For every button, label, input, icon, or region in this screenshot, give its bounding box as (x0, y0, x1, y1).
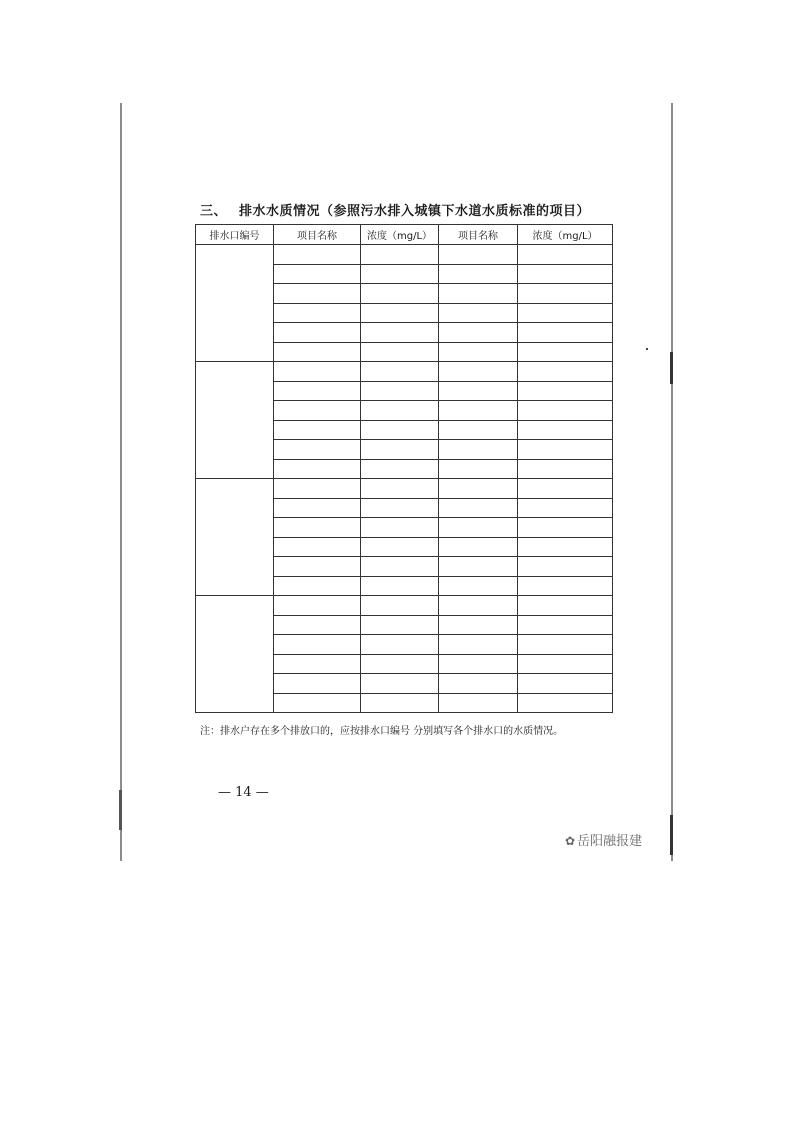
concentration-cell[interactable] (518, 596, 613, 616)
concentration-cell[interactable] (361, 459, 439, 479)
page-left-edge (120, 103, 122, 861)
concentration-cell[interactable] (518, 498, 613, 518)
item-name-cell[interactable] (274, 674, 361, 694)
item-name-cell[interactable] (439, 654, 518, 674)
concentration-cell[interactable] (361, 557, 439, 577)
item-name-cell[interactable] (439, 479, 518, 499)
concentration-cell[interactable] (361, 498, 439, 518)
footnote: 注：排水户存在多个排放口的，应按排水口编号 分别填写各个排水口的水质情况。 (200, 726, 564, 737)
item-name-cell[interactable] (274, 576, 361, 596)
item-name-cell[interactable] (439, 440, 518, 460)
concentration-cell[interactable] (518, 401, 613, 421)
table-row (196, 245, 613, 265)
item-name-cell[interactable] (439, 264, 518, 284)
item-name-cell[interactable] (439, 615, 518, 635)
concentration-cell[interactable] (361, 576, 439, 596)
concentration-cell[interactable] (361, 615, 439, 635)
concentration-cell[interactable] (518, 693, 613, 713)
header-concentration: 浓度（mg/L） (361, 225, 439, 245)
concentration-cell[interactable] (518, 518, 613, 538)
concentration-cell[interactable] (361, 323, 439, 343)
item-name-cell[interactable] (274, 381, 361, 401)
concentration-cell[interactable] (361, 264, 439, 284)
item-name-cell[interactable] (274, 615, 361, 635)
concentration-cell[interactable] (361, 381, 439, 401)
concentration-cell[interactable] (361, 693, 439, 713)
concentration-cell[interactable] (518, 381, 613, 401)
concentration-cell[interactable] (361, 518, 439, 538)
concentration-cell[interactable] (361, 479, 439, 499)
item-name-cell[interactable] (274, 596, 361, 616)
table-row (196, 596, 613, 616)
item-name-cell[interactable] (439, 459, 518, 479)
scan-mark (670, 815, 673, 855)
item-name-cell[interactable] (439, 362, 518, 382)
item-name-cell[interactable] (439, 401, 518, 421)
concentration-cell[interactable] (361, 635, 439, 655)
concentration-cell[interactable] (518, 674, 613, 694)
item-name-cell[interactable] (439, 693, 518, 713)
concentration-cell[interactable] (518, 323, 613, 343)
concentration-cell[interactable] (518, 245, 613, 265)
concentration-cell[interactable] (518, 537, 613, 557)
header-item-name: 项目名称 (274, 225, 361, 245)
concentration-cell[interactable] (361, 362, 439, 382)
concentration-cell[interactable] (361, 440, 439, 460)
concentration-cell[interactable] (518, 557, 613, 577)
concentration-cell[interactable] (518, 420, 613, 440)
item-name-cell[interactable] (274, 362, 361, 382)
item-name-cell[interactable] (274, 420, 361, 440)
item-name-cell[interactable] (274, 440, 361, 460)
item-name-cell[interactable] (274, 264, 361, 284)
item-name-cell[interactable] (274, 635, 361, 655)
table-header-row (196, 225, 613, 245)
outlet-number-cell[interactable] (196, 596, 274, 713)
concentration-cell[interactable] (518, 284, 613, 304)
concentration-cell[interactable] (518, 264, 613, 284)
item-name-cell[interactable] (274, 557, 361, 577)
item-name-cell[interactable] (274, 498, 361, 518)
section-number: 三、 (200, 204, 228, 219)
item-name-cell[interactable] (439, 420, 518, 440)
item-name-cell[interactable] (439, 498, 518, 518)
header-outlet-number: 排水口编号 (196, 225, 274, 245)
section-title (200, 200, 590, 219)
item-name-cell[interactable] (439, 537, 518, 557)
water-quality-table (195, 224, 613, 713)
item-name-cell[interactable] (274, 284, 361, 304)
scan-speck (646, 348, 648, 350)
item-name-cell[interactable] (439, 674, 518, 694)
page-number: — 14 — (218, 785, 269, 800)
concentration-cell[interactable] (361, 674, 439, 694)
outlet-number-cell[interactable] (196, 479, 274, 596)
concentration-cell[interactable] (518, 303, 613, 323)
concentration-cell[interactable] (518, 635, 613, 655)
item-name-cell[interactable] (439, 635, 518, 655)
concentration-cell[interactable] (361, 596, 439, 616)
item-name-cell[interactable] (274, 654, 361, 674)
item-name-cell[interactable] (274, 342, 361, 362)
item-name-cell[interactable] (274, 479, 361, 499)
item-name-cell[interactable] (439, 323, 518, 343)
concentration-cell[interactable] (361, 401, 439, 421)
item-name-cell[interactable] (274, 537, 361, 557)
outlet-number-cell[interactable] (196, 362, 274, 479)
concentration-cell[interactable] (518, 479, 613, 499)
item-name-cell[interactable] (439, 557, 518, 577)
concentration-cell[interactable] (518, 576, 613, 596)
item-name-cell[interactable] (439, 245, 518, 265)
scan-mark (670, 352, 673, 384)
concentration-cell[interactable] (361, 654, 439, 674)
outlet-number-cell[interactable] (196, 245, 274, 362)
concentration-cell[interactable] (518, 362, 613, 382)
item-name-cell[interactable] (274, 518, 361, 538)
concentration-cell[interactable] (361, 342, 439, 362)
concentration-cell[interactable] (518, 615, 613, 635)
item-name-cell[interactable] (274, 459, 361, 479)
concentration-cell[interactable] (518, 342, 613, 362)
scan-mark (119, 790, 122, 830)
item-name-cell[interactable] (439, 596, 518, 616)
concentration-cell[interactable] (361, 303, 439, 323)
item-name-cell[interactable] (439, 284, 518, 304)
concentration-cell[interactable] (518, 654, 613, 674)
item-name-cell[interactable] (439, 303, 518, 323)
header-item-name-2: 项目名称 (439, 225, 518, 245)
table-body (196, 245, 613, 713)
table-row (196, 479, 613, 499)
item-name-cell[interactable] (439, 576, 518, 596)
concentration-cell[interactable] (361, 245, 439, 265)
watermark (565, 830, 642, 849)
item-name-cell[interactable] (439, 381, 518, 401)
item-name-cell[interactable] (274, 323, 361, 343)
item-name-cell[interactable] (274, 245, 361, 265)
concentration-cell[interactable] (518, 459, 613, 479)
wechat-logo-icon: ✿ (565, 834, 576, 848)
concentration-cell[interactable] (518, 440, 613, 460)
item-name-cell[interactable] (274, 303, 361, 323)
concentration-cell[interactable] (361, 284, 439, 304)
concentration-cell[interactable] (361, 420, 439, 440)
table-row (196, 362, 613, 382)
section-heading: 排水水质情况（参照污水排入城镇下水道水质标准的项目） (239, 204, 591, 219)
item-name-cell[interactable] (439, 518, 518, 538)
header-concentration-2: 浓度（mg/L） (518, 225, 613, 245)
item-name-cell[interactable] (274, 401, 361, 421)
watermark-text: 岳阳融报建 (577, 834, 643, 849)
item-name-cell[interactable] (274, 693, 361, 713)
page-right-edge (671, 103, 673, 861)
concentration-cell[interactable] (361, 537, 439, 557)
item-name-cell[interactable] (439, 342, 518, 362)
